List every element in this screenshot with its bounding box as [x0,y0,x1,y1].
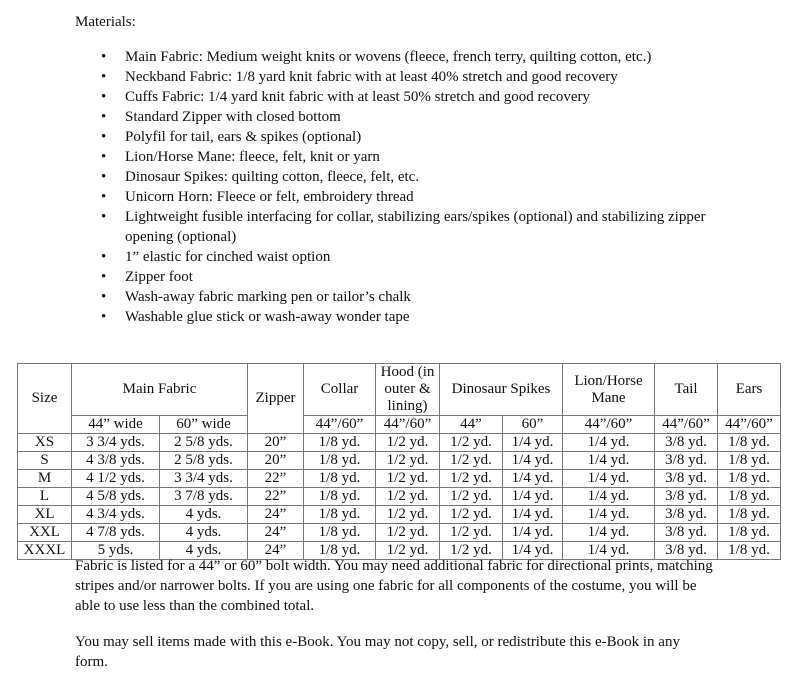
table-cell: 1/4 yd. [503,506,563,524]
table-cell: 1/2 yd. [376,524,440,542]
table-cell: 2 5/8 yds. [160,434,248,452]
table-cell: 1/4 yd. [503,470,563,488]
table-cell: 1/4 yd. [563,506,655,524]
table-row [18,434,781,452]
table-cell: 3 3/4 yds. [72,434,160,452]
table-cell: 1/4 yd. [503,524,563,542]
header-main-fabric: Main Fabric [72,364,248,416]
subheader-main-44: 44” wide [72,416,160,434]
table-cell: 1/2 yd. [376,542,440,560]
header-size: Size [18,364,72,434]
table-cell: 1/2 yd. [376,434,440,452]
table-cell: 1/8 yd. [304,434,376,452]
table-row [18,470,781,488]
table-cell: 4 3/4 yds. [72,506,160,524]
table-row [18,488,781,506]
list-item: • Dinosaur Spikes: quilting cotton, fleece, felt, etc. [75,167,715,187]
table-cell: 24” [248,542,304,560]
list-item: • Unicorn Horn: Fleece or felt, embroidery thread [75,187,715,207]
table-cell: 24” [248,524,304,542]
list-item: • Washable glue stick or wash-away wonder tape [75,307,715,327]
table-cell: 1/8 yd. [718,506,781,524]
list-item: • Lion/Horse Mane: fleece, felt, knit or yarn [75,147,715,167]
table-cell: 1/2 yd. [440,524,503,542]
list-item: • Main Fabric: Medium weight knits or wovens (fleece, french terry, quilting cotton, etc.) [75,47,715,67]
table-cell: 1/4 yd. [563,470,655,488]
table-cell: 3/8 yd. [655,506,718,524]
header-zipper: Zipper [248,364,304,434]
table-header-row [18,364,781,416]
header-hood: Hood (in outer & lining) [376,364,440,416]
table-cell: 1/2 yd. [440,470,503,488]
subheader-ears: 44”/60” [718,416,781,434]
subheader-tail: 44”/60” [655,416,718,434]
table-cell: XL [18,506,72,524]
table-cell: 3/8 yd. [655,488,718,506]
table-cell: XXL [18,524,72,542]
table-cell: 3/8 yd. [655,524,718,542]
subheader-collar: 44”/60” [304,416,376,434]
table-cell: 4 7/8 yds. [72,524,160,542]
table-cell: 1/8 yd. [718,452,781,470]
table-cell: 1/4 yd. [563,542,655,560]
subheader-mane: 44”/60” [563,416,655,434]
table-cell: 1/4 yd. [563,488,655,506]
table-cell: S [18,452,72,470]
fabric-width-note: Fabric is listed for a 44” or 60” bolt width. You may need additional fabric for directional prints, matching stripes and/or narrower bolts. If you are using one fabric for all components of the costume, you will be able to use less than the combined total. [75,558,713,614]
table-cell: 4 1/2 yds. [72,470,160,488]
table-cell: 1/2 yd. [376,470,440,488]
table-cell: 3/8 yd. [655,470,718,488]
table-cell: 1/2 yd. [376,488,440,506]
list-item: • Neckband Fabric: 1/8 yard knit fabric with at least 40% stretch and good recovery [75,67,715,87]
header-mane: Lion/Horse Mane [563,364,655,416]
table-cell: 1/4 yd. [503,434,563,452]
table-cell: 4 yds. [160,524,248,542]
subheader-dino-44: 44” [440,416,503,434]
table-cell: 2 5/8 yds. [160,452,248,470]
table-cell: 1/2 yd. [440,506,503,524]
table-cell: 1/4 yd. [563,452,655,470]
table-cell: 3 7/8 yds. [160,488,248,506]
license-note: You may sell items made with this e-Book. You may not copy, sell, or redistribute this e-Book in any form. [75,634,680,670]
table-cell: 1/2 yd. [376,452,440,470]
table-cell: 3/8 yd. [655,452,718,470]
table-cell: 1/8 yd. [304,524,376,542]
table-cell: 1/2 yd. [440,542,503,560]
table-cell: XXXL [18,542,72,560]
table-subheader-row [18,416,781,434]
table-cell: 1/8 yd. [718,434,781,452]
subheader-dino-60: 60” [503,416,563,434]
table-cell: 3/8 yd. [655,434,718,452]
table-row [18,452,781,470]
fabric-requirements-table [17,363,781,560]
table-cell: 1/2 yd. [440,434,503,452]
table-cell: M [18,470,72,488]
table-cell: 1/2 yd. [376,506,440,524]
table-cell: 1/2 yd. [440,488,503,506]
table-cell: 1/4 yd. [503,452,563,470]
table-cell: 4 yds. [160,506,248,524]
table-cell: 1/4 yd. [563,434,655,452]
table-cell: 22” [248,470,304,488]
materials-heading: Materials: [75,14,136,30]
table-cell: 1/4 yd. [503,542,563,560]
table-cell: L [18,488,72,506]
table-cell: 24” [248,506,304,524]
table-cell: 1/8 yd. [304,470,376,488]
table-cell: 1/8 yd. [304,488,376,506]
table-cell: 1/2 yd. [440,452,503,470]
table-cell: 20” [248,452,304,470]
header-collar: Collar [304,364,376,416]
list-item: • Wash-away fabric marking pen or tailor’s chalk [75,287,715,307]
list-item: • Cuffs Fabric: 1/4 yard knit fabric with at least 50% stretch and good recovery [75,87,715,107]
table-cell: 1/8 yd. [304,506,376,524]
table-cell: 1/8 yd. [718,488,781,506]
table-cell: 22” [248,488,304,506]
table-cell: 1/4 yd. [563,524,655,542]
table-cell: XS [18,434,72,452]
list-item: • Zipper foot [75,267,715,287]
subheader-main-60: 60” wide [160,416,248,434]
table-row [18,506,781,524]
table-cell: 4 3/8 yds. [72,452,160,470]
header-ears: Ears [718,364,781,416]
table-cell: 1/8 yd. [718,470,781,488]
list-item: • Standard Zipper with closed bottom [75,107,715,127]
table-cell: 1/8 yd. [718,542,781,560]
table-cell: 1/4 yd. [503,488,563,506]
table-cell: 3 3/4 yds. [160,470,248,488]
materials-list [75,47,715,327]
table-cell: 4 5/8 yds. [72,488,160,506]
table-cell: 20” [248,434,304,452]
table-row [18,524,781,542]
table-cell: 4 yds. [160,542,248,560]
list-item: • Lightweight fusible interfacing for collar, stabilizing ears/spikes (optional) and stabilizing zipper opening (optional) [75,207,715,247]
table-cell: 1/8 yd. [304,542,376,560]
table-cell: 1/8 yd. [304,452,376,470]
table-cell: 3/8 yd. [655,542,718,560]
table-cell: 1/8 yd. [718,524,781,542]
header-tail: Tail [655,364,718,416]
subheader-hood: 44”/60” [376,416,440,434]
list-item: • Polyfil for tail, ears & spikes (optional) [75,127,715,147]
header-dinosaur-spikes: Dinosaur Spikes [440,364,563,416]
list-item: • 1” elastic for cinched waist option [75,247,715,267]
table-cell: 5 yds. [72,542,160,560]
